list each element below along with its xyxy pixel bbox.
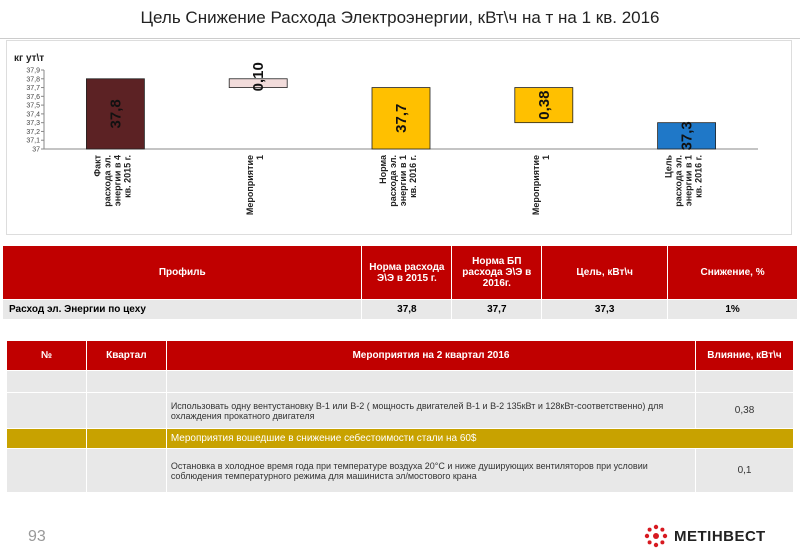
y-axis-label: кг ут\т <box>14 53 45 64</box>
cell-target: 37,3 <box>542 300 668 320</box>
table-row <box>7 429 794 449</box>
category-label: Цельрасхода эл.энергии в 1кв. 2016 г. <box>663 155 704 207</box>
category-label: Фактрасхода эл.энергии в 4кв. 2015 г. <box>92 155 133 207</box>
y-tick-label: 37,5 <box>26 102 40 110</box>
measures-table <box>6 340 794 493</box>
measure-impact: 0,1 <box>696 449 794 493</box>
data-label: 0,10 <box>250 62 268 92</box>
header-norm-2016: Норма БП расхода Э\Э в 2016г. <box>452 246 542 300</box>
data-label: 37,7 <box>393 103 410 133</box>
profile-table <box>2 245 798 320</box>
measure-section-label: Мероприятия вошедшие в снижение себестоимости стали на 60$ <box>166 429 793 449</box>
empty-cell <box>696 371 794 393</box>
empty-cell <box>166 371 695 393</box>
y-tick-label: 37,8 <box>26 76 40 84</box>
waterfall-chart <box>6 40 792 235</box>
y-tick-label: 37,3 <box>26 120 40 128</box>
header-number: № <box>7 341 87 371</box>
y-tick-label: 37,4 <box>26 111 40 119</box>
cell-reduction: 1% <box>668 300 798 320</box>
empty-cell <box>7 393 87 429</box>
metinvest-logo-icon <box>644 524 668 548</box>
header-measures: Мероприятия на 2 квартал 2016 <box>166 341 695 371</box>
table-row <box>7 371 794 393</box>
measure-text: Использовать одну вентустановку В-1 или В-2 ( мощность двигателей В-1 и В-2 135кВт и 128кВт-соответственно) для охлаждения прокатного двигателя <box>166 393 695 429</box>
empty-cell <box>86 393 166 429</box>
y-tick-label: 37,6 <box>26 93 40 101</box>
y-tick-label: 37,2 <box>26 128 40 136</box>
cell-profile: Расход эл. Энергии по цеху <box>3 300 362 320</box>
y-tick-label: 37,9 <box>26 67 40 75</box>
header-reduction: Снижение, % <box>668 246 798 300</box>
cell-norm-2015: 37,8 <box>362 300 452 320</box>
empty-cell <box>7 371 87 393</box>
header-target: Цель, кВт\ч <box>542 246 668 300</box>
table-row <box>7 449 794 493</box>
header-norm-2015: Норма расхода Э\Э в 2015 г. <box>362 246 452 300</box>
header-profile: Профиль <box>3 246 362 300</box>
data-label: 37,3 <box>678 121 696 151</box>
empty-cell <box>86 371 166 393</box>
title-divider <box>0 38 800 39</box>
table-row <box>3 300 798 320</box>
category-label: Мероприятие1 <box>245 155 266 216</box>
y-tick-label: 37,7 <box>26 85 40 93</box>
empty-cell <box>7 449 87 493</box>
y-tick-label: 37,1 <box>26 137 40 145</box>
page-number: 93 <box>28 528 46 545</box>
header-impact: Влияние, кВт\ч <box>696 341 794 371</box>
logo-text: МЕТІНВЕСТ <box>674 527 766 545</box>
table-row <box>7 393 794 429</box>
cell-norm-2016: 37,7 <box>452 300 542 320</box>
company-logo <box>644 524 766 548</box>
page-title: Цель Снижение Расхода Электроэнергии, кВт\ч на т на 1 кв. 2016 <box>140 8 660 27</box>
data-label: 37,8 <box>107 99 125 129</box>
measure-text: Остановка в холодное время года при температуре воздуха 20°С и ниже душирующих вентиляторов при условии соблюдения температурного режима для машиниста эл/мостового крана <box>166 449 695 493</box>
header-quarter: Квартал <box>86 341 166 371</box>
data-label: 0,38 <box>535 90 553 120</box>
measure-impact: 0,38 <box>696 393 794 429</box>
empty-cell <box>86 449 166 493</box>
empty-cell <box>86 429 166 449</box>
category-label: Нормарасхода эл.энергии в 1кв. 2016 г. <box>378 155 418 207</box>
y-tick-label: 37 <box>32 146 40 154</box>
category-label: Мероприятие1 <box>530 155 551 216</box>
empty-cell <box>7 429 87 449</box>
